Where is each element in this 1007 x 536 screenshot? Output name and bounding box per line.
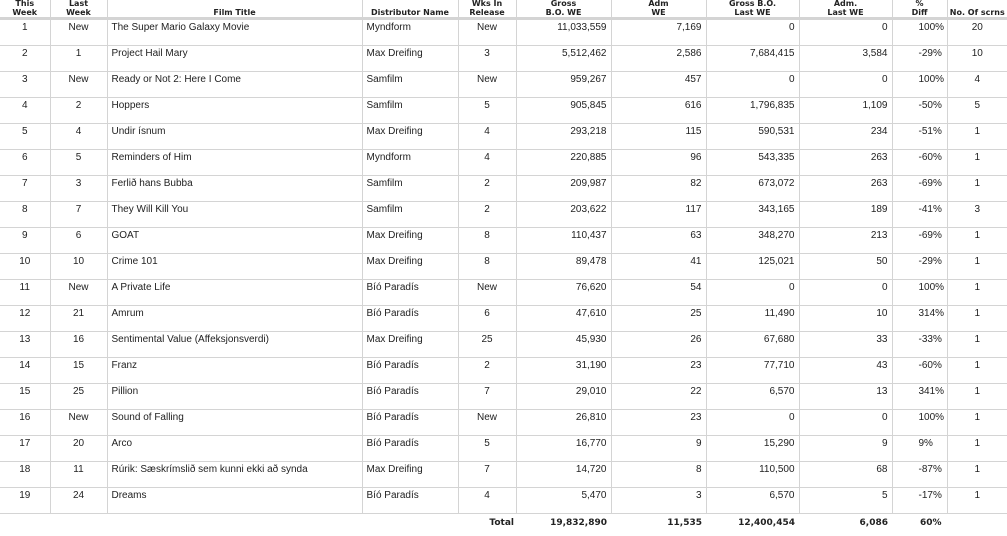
cell-film-title: Arco: [107, 436, 362, 462]
cell-distributor: Max Dreifing: [362, 332, 458, 358]
column-header-line: Gross: [519, 0, 609, 9]
table-row: [0, 488, 1007, 514]
column-header-no-of-screens: [947, 0, 1007, 19]
cell-admissions-we: 25: [611, 306, 706, 332]
cell-screens: 1: [947, 436, 1007, 462]
cell-screens: 1: [947, 254, 1007, 280]
cell-last-week: 3: [50, 176, 107, 202]
cell-distributor: Bíó Paradís: [362, 436, 458, 462]
cell-rank: 6: [0, 150, 50, 176]
cell-film-title: Rúrik: Sæskrímslið sem kunni ekki að synda: [107, 462, 362, 488]
cell-last-week: 10: [50, 254, 107, 280]
cell-admissions-we: 7,169: [611, 19, 706, 46]
cell-gross-last-we: 590,531: [706, 124, 799, 150]
total-gross-we: 19,832,890: [516, 514, 611, 536]
cell-screens: 1: [947, 488, 1007, 514]
cell-weeks-in-release: 2: [458, 358, 516, 384]
cell-percent-diff: -50%: [892, 98, 947, 124]
cell-screens: 1: [947, 462, 1007, 488]
cell-last-week: 11: [50, 462, 107, 488]
cell-distributor: Max Dreifing: [362, 124, 458, 150]
cell-gross-last-we: 110,500: [706, 462, 799, 488]
cell-admissions-last-we: 189: [799, 202, 892, 228]
cell-gross-we: 5,512,462: [516, 46, 611, 72]
cell-screens: 1: [947, 332, 1007, 358]
column-header-line: %: [895, 0, 945, 9]
cell-percent-diff: -51%: [892, 124, 947, 150]
cell-gross-we: 11,033,559: [516, 19, 611, 46]
table-row: [0, 280, 1007, 306]
table-row: [0, 254, 1007, 280]
cell-gross-last-we: 343,165: [706, 202, 799, 228]
cell-weeks-in-release: 8: [458, 254, 516, 280]
column-header-line: Adm: [614, 0, 704, 9]
column-header-line: Wks In: [461, 0, 514, 9]
cell-screens: 1: [947, 358, 1007, 384]
cell-rank: 1: [0, 19, 50, 46]
cell-admissions-last-we: 234: [799, 124, 892, 150]
total-adm-last-we: 6,086: [799, 514, 892, 536]
cell-weeks-in-release: 5: [458, 98, 516, 124]
column-header-line: WE: [614, 9, 704, 18]
cell-distributor: Myndform: [362, 19, 458, 46]
cell-weeks-in-release: New: [458, 410, 516, 436]
cell-film-title: GOAT: [107, 228, 362, 254]
cell-gross-last-we: 67,680: [706, 332, 799, 358]
cell-weeks-in-release: 4: [458, 150, 516, 176]
cell-distributor: Samfilm: [362, 98, 458, 124]
cell-weeks-in-release: 7: [458, 384, 516, 410]
cell-distributor: Myndform: [362, 150, 458, 176]
cell-gross-we: 110,437: [516, 228, 611, 254]
cell-rank: 15: [0, 384, 50, 410]
column-header-line: No. Of scrns: [950, 9, 1006, 18]
total-label: Total: [458, 514, 516, 536]
cell-screens: 4: [947, 72, 1007, 98]
table-row: [0, 384, 1007, 410]
cell-screens: 1: [947, 280, 1007, 306]
cell-rank: 4: [0, 98, 50, 124]
cell-film-title: Sound of Falling: [107, 410, 362, 436]
cell-rank: 16: [0, 410, 50, 436]
cell-percent-diff: 100%: [892, 19, 947, 46]
cell-percent-diff: 100%: [892, 72, 947, 98]
cell-admissions-we: 2,586: [611, 46, 706, 72]
cell-gross-last-we: 125,021: [706, 254, 799, 280]
cell-last-week: 20: [50, 436, 107, 462]
cell-gross-last-we: 1,796,835: [706, 98, 799, 124]
cell-admissions-last-we: 13: [799, 384, 892, 410]
column-header-line: Distributor Name: [365, 9, 456, 18]
cell-screens: 1: [947, 150, 1007, 176]
total-diff: 60%: [892, 514, 947, 536]
cell-gross-last-we: 348,270: [706, 228, 799, 254]
cell-admissions-we: 26: [611, 332, 706, 358]
column-header-last-week: [50, 0, 107, 19]
column-header-adm-we: [611, 0, 706, 19]
cell-percent-diff: 100%: [892, 280, 947, 306]
cell-weeks-in-release: 4: [458, 124, 516, 150]
cell-rank: 17: [0, 436, 50, 462]
cell-rank: 14: [0, 358, 50, 384]
cell-admissions-we: 41: [611, 254, 706, 280]
cell-last-week: New: [50, 280, 107, 306]
cell-screens: 1: [947, 176, 1007, 202]
column-header-line: Diff: [895, 9, 945, 18]
column-header-line: B.O. WE: [519, 9, 609, 18]
table-row: [0, 436, 1007, 462]
cell-percent-diff: -60%: [892, 150, 947, 176]
cell-gross-we: 45,930: [516, 332, 611, 358]
cell-rank: 2: [0, 46, 50, 72]
cell-admissions-last-we: 50: [799, 254, 892, 280]
cell-film-title: Dreams: [107, 488, 362, 514]
cell-gross-we: 959,267: [516, 72, 611, 98]
cell-gross-last-we: 15,290: [706, 436, 799, 462]
cell-weeks-in-release: 8: [458, 228, 516, 254]
cell-gross-last-we: 0: [706, 19, 799, 46]
cell-last-week: 16: [50, 332, 107, 358]
cell-admissions-we: 96: [611, 150, 706, 176]
cell-distributor: Max Dreifing: [362, 228, 458, 254]
cell-film-title: Hoppers: [107, 98, 362, 124]
column-header-line: Last: [53, 0, 105, 9]
cell-rank: 5: [0, 124, 50, 150]
cell-gross-last-we: 673,072: [706, 176, 799, 202]
cell-admissions-last-we: 213: [799, 228, 892, 254]
cell-film-title: Ready or Not 2: Here I Come: [107, 72, 362, 98]
cell-percent-diff: -17%: [892, 488, 947, 514]
cell-distributor: Bíó Paradís: [362, 358, 458, 384]
table-row: [0, 332, 1007, 358]
cell-film-title: Pillion: [107, 384, 362, 410]
cell-distributor: Bíó Paradís: [362, 306, 458, 332]
cell-weeks-in-release: 2: [458, 176, 516, 202]
cell-weeks-in-release: 4: [458, 488, 516, 514]
cell-admissions-we: 23: [611, 358, 706, 384]
cell-admissions-last-we: 10: [799, 306, 892, 332]
cell-admissions-we: 616: [611, 98, 706, 124]
cell-percent-diff: 100%: [892, 410, 947, 436]
total-adm-we: 11,535: [611, 514, 706, 536]
cell-percent-diff: -69%: [892, 176, 947, 202]
cell-gross-we: 220,885: [516, 150, 611, 176]
cell-admissions-last-we: 9: [799, 436, 892, 462]
cell-distributor: Bíó Paradís: [362, 280, 458, 306]
cell-rank: 7: [0, 176, 50, 202]
cell-percent-diff: 9%: [892, 436, 947, 462]
cell-weeks-in-release: 6: [458, 306, 516, 332]
cell-percent-diff: -33%: [892, 332, 947, 358]
cell-percent-diff: -29%: [892, 46, 947, 72]
table-row: [0, 98, 1007, 124]
cell-admissions-last-we: 68: [799, 462, 892, 488]
table-row: [0, 228, 1007, 254]
cell-admissions-we: 23: [611, 410, 706, 436]
cell-gross-we: 16,770: [516, 436, 611, 462]
cell-gross-last-we: 77,710: [706, 358, 799, 384]
cell-rank: 10: [0, 254, 50, 280]
cell-film-title: Undir ísnum: [107, 124, 362, 150]
cell-film-title: Ferlið hans Bubba: [107, 176, 362, 202]
cell-rank: 19: [0, 488, 50, 514]
cell-admissions-we: 82: [611, 176, 706, 202]
table-row: [0, 19, 1007, 46]
cell-film-title: Project Hail Mary: [107, 46, 362, 72]
cell-admissions-last-we: 263: [799, 150, 892, 176]
cell-gross-we: 14,720: [516, 462, 611, 488]
cell-admissions-last-we: 0: [799, 410, 892, 436]
column-header-line: Adm.: [802, 0, 890, 9]
cell-film-title: The Super Mario Galaxy Movie: [107, 19, 362, 46]
total-gross-last-we: 12,400,454: [706, 514, 799, 536]
cell-film-title: A Private Life: [107, 280, 362, 306]
cell-weeks-in-release: 2: [458, 202, 516, 228]
cell-film-title: They Will Kill You: [107, 202, 362, 228]
header-row: [0, 0, 1007, 19]
cell-gross-we: 203,622: [516, 202, 611, 228]
cell-admissions-last-we: 5: [799, 488, 892, 514]
cell-percent-diff: 341%: [892, 384, 947, 410]
cell-last-week: 1: [50, 46, 107, 72]
cell-weeks-in-release: 3: [458, 46, 516, 72]
cell-gross-we: 905,845: [516, 98, 611, 124]
cell-admissions-last-we: 0: [799, 72, 892, 98]
cell-gross-we: 209,987: [516, 176, 611, 202]
cell-screens: 10: [947, 46, 1007, 72]
cell-screens: 5: [947, 98, 1007, 124]
cell-admissions-last-we: 33: [799, 332, 892, 358]
cell-rank: 18: [0, 462, 50, 488]
cell-last-week: 6: [50, 228, 107, 254]
table-row: [0, 410, 1007, 436]
cell-rank: 12: [0, 306, 50, 332]
column-header-line: Last WE: [709, 9, 797, 18]
cell-gross-we: 293,218: [516, 124, 611, 150]
cell-percent-diff: 314%: [892, 306, 947, 332]
cell-percent-diff: -69%: [892, 228, 947, 254]
cell-gross-we: 26,810: [516, 410, 611, 436]
cell-gross-we: 29,010: [516, 384, 611, 410]
cell-gross-we: 47,610: [516, 306, 611, 332]
cell-gross-last-we: 543,335: [706, 150, 799, 176]
column-header-line: Week: [2, 9, 48, 18]
cell-screens: 1: [947, 306, 1007, 332]
table-row: [0, 306, 1007, 332]
cell-screens: 1: [947, 410, 1007, 436]
cell-gross-last-we: 6,570: [706, 488, 799, 514]
cell-film-title: Amrum: [107, 306, 362, 332]
cell-admissions-last-we: 0: [799, 19, 892, 46]
cell-distributor: Samfilm: [362, 176, 458, 202]
cell-screens: 1: [947, 228, 1007, 254]
cell-admissions-we: 3: [611, 488, 706, 514]
cell-film-title: Crime 101: [107, 254, 362, 280]
column-header-distributor-name: [362, 0, 458, 19]
cell-rank: 11: [0, 280, 50, 306]
cell-rank: 8: [0, 202, 50, 228]
column-header-this-week: [0, 0, 50, 19]
cell-last-week: 4: [50, 124, 107, 150]
cell-admissions-last-we: 43: [799, 358, 892, 384]
cell-weeks-in-release: New: [458, 280, 516, 306]
cell-last-week: New: [50, 410, 107, 436]
cell-gross-last-we: 7,684,415: [706, 46, 799, 72]
cell-percent-diff: -41%: [892, 202, 947, 228]
table-row: [0, 72, 1007, 98]
cell-distributor: Bíó Paradís: [362, 384, 458, 410]
table-row: [0, 46, 1007, 72]
cell-admissions-we: 22: [611, 384, 706, 410]
cell-weeks-in-release: 5: [458, 436, 516, 462]
column-header-line: Week: [53, 9, 105, 18]
cell-screens: 3: [947, 202, 1007, 228]
table-row: [0, 358, 1007, 384]
cell-gross-last-we: 0: [706, 410, 799, 436]
cell-admissions-we: 63: [611, 228, 706, 254]
cell-last-week: New: [50, 19, 107, 46]
cell-gross-last-we: 11,490: [706, 306, 799, 332]
cell-screens: 1: [947, 384, 1007, 410]
cell-last-week: New: [50, 72, 107, 98]
table-row: [0, 202, 1007, 228]
cell-admissions-we: 8: [611, 462, 706, 488]
cell-rank: 9: [0, 228, 50, 254]
column-header-wks-in-release: [458, 0, 516, 19]
cell-weeks-in-release: 7: [458, 462, 516, 488]
cell-screens: 1: [947, 124, 1007, 150]
table-row: [0, 124, 1007, 150]
cell-distributor: Samfilm: [362, 202, 458, 228]
cell-admissions-we: 117: [611, 202, 706, 228]
column-header-gross-bo-we: [516, 0, 611, 19]
cell-gross-we: 31,190: [516, 358, 611, 384]
cell-film-title: Franz: [107, 358, 362, 384]
cell-distributor: Samfilm: [362, 72, 458, 98]
cell-gross-last-we: 0: [706, 72, 799, 98]
cell-gross-we: 5,470: [516, 488, 611, 514]
cell-gross-last-we: 0: [706, 280, 799, 306]
column-header-film-title: [107, 0, 362, 19]
cell-distributor: Max Dreifing: [362, 462, 458, 488]
cell-admissions-we: 457: [611, 72, 706, 98]
cell-weeks-in-release: New: [458, 72, 516, 98]
cell-admissions-we: 54: [611, 280, 706, 306]
column-header-gross-bo-last-we: [706, 0, 799, 19]
cell-percent-diff: -29%: [892, 254, 947, 280]
cell-last-week: 21: [50, 306, 107, 332]
cell-rank: 3: [0, 72, 50, 98]
cell-last-week: 25: [50, 384, 107, 410]
total-row: [0, 514, 1007, 536]
cell-last-week: 24: [50, 488, 107, 514]
cell-admissions-last-we: 3,584: [799, 46, 892, 72]
column-header-pct-diff: [892, 0, 947, 19]
column-header-line: This: [2, 0, 48, 9]
column-header-adm-last-we: [799, 0, 892, 19]
cell-admissions-last-we: 0: [799, 280, 892, 306]
cell-last-week: 15: [50, 358, 107, 384]
cell-admissions-last-we: 1,109: [799, 98, 892, 124]
cell-distributor: Max Dreifing: [362, 46, 458, 72]
cell-screens: 20: [947, 19, 1007, 46]
column-header-line: Last WE: [802, 9, 890, 18]
column-header-line: Film Title: [110, 9, 360, 18]
cell-rank: 13: [0, 332, 50, 358]
column-header-line: Release: [461, 9, 514, 18]
cell-percent-diff: -60%: [892, 358, 947, 384]
cell-distributor: Bíó Paradís: [362, 488, 458, 514]
cell-admissions-we: 115: [611, 124, 706, 150]
cell-last-week: 7: [50, 202, 107, 228]
cell-gross-we: 76,620: [516, 280, 611, 306]
table-row: [0, 176, 1007, 202]
cell-admissions-we: 9: [611, 436, 706, 462]
cell-last-week: 5: [50, 150, 107, 176]
cell-weeks-in-release: New: [458, 19, 516, 46]
cell-admissions-last-we: 263: [799, 176, 892, 202]
cell-distributor: Max Dreifing: [362, 254, 458, 280]
cell-last-week: 2: [50, 98, 107, 124]
cell-distributor: Bíó Paradís: [362, 410, 458, 436]
cell-weeks-in-release: 25: [458, 332, 516, 358]
cell-gross-we: 89,478: [516, 254, 611, 280]
cell-film-title: Sentimental Value (Affeksjonsverdi): [107, 332, 362, 358]
cell-percent-diff: -87%: [892, 462, 947, 488]
table-row: [0, 150, 1007, 176]
column-header-line: Gross B.O.: [709, 0, 797, 9]
cell-gross-last-we: 6,570: [706, 384, 799, 410]
table-row: [0, 462, 1007, 488]
table-body: [0, 19, 1007, 514]
cell-film-title: Reminders of Him: [107, 150, 362, 176]
